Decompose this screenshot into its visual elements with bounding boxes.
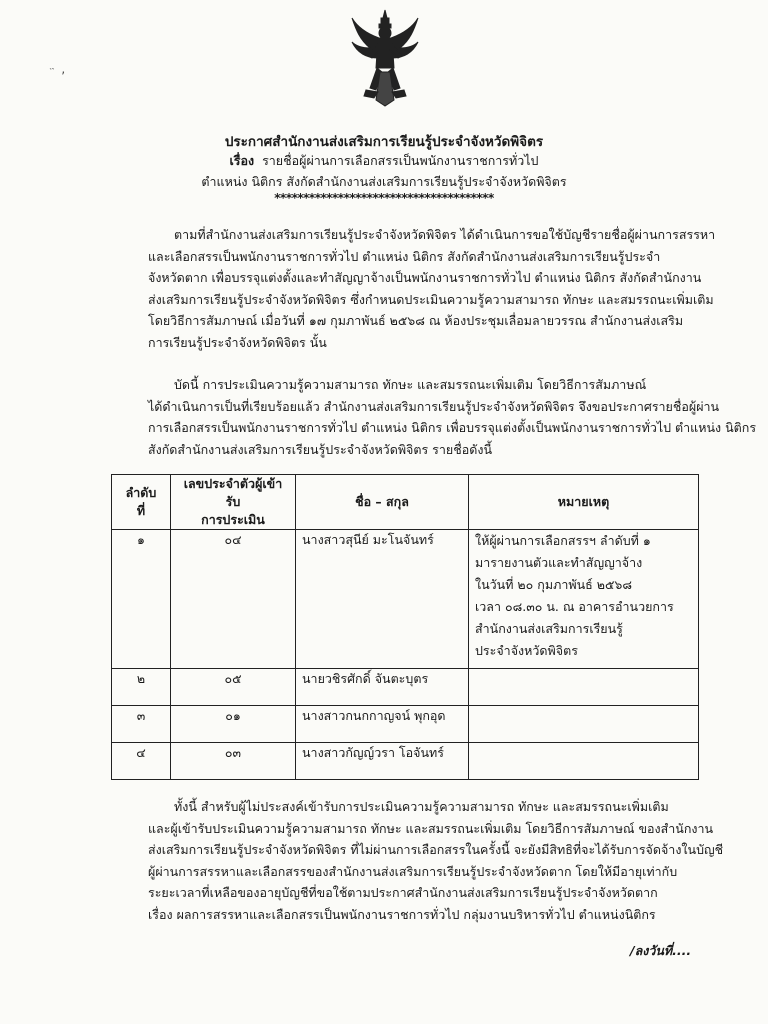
announcement-subject [0, 151, 768, 171]
garuda-emblem-icon [350, 8, 420, 108]
subject-label: เรื่อง [229, 153, 255, 168]
table-header-row [112, 475, 699, 530]
cell-note [469, 743, 699, 780]
paragraph-line: ได้ดำเนินการเป็นที่เรียบร้อยแล้ว สำนักงานส่งเสริมการเรียนรู้ประจำจังหวัดพิจิตร จึงขอประกาศรายชื่อผู้ผ่าน [148, 398, 720, 414]
table-row [112, 706, 699, 743]
table-row [112, 743, 699, 780]
header-note: หมายเหตุ [469, 475, 699, 530]
cell-id: ๐๕ [171, 669, 296, 706]
header-name: ชื่อ – สกุล [296, 475, 469, 530]
paragraph-line: ตามที่สำนักงานส่งเสริมการเรียนรู้ประจำจังหวัดพิจิตร ได้ดำเนินการขอใช้บัญชีรายชื่อผู้ผ่านการสรรหา [174, 227, 716, 242]
continuation-marker: /ลงวันที่.... [630, 943, 692, 958]
header-order: ลำดับ ที่ [112, 475, 171, 530]
paragraph-remarks [148, 796, 724, 925]
paragraph-background [148, 224, 716, 353]
cell-name: นายวชิรศักดิ์ จันตะบุตร [296, 669, 469, 706]
paragraph-line: สังกัดสำนักงานส่งเสริมการเรียนรู้ประจำจังหวัดพิจิตร รายชื่อดังนี้ [148, 441, 493, 457]
header-id: เลขประจำตัวผู้เข้ารับ การประเมิน [171, 475, 296, 530]
cell-name: นางสาวกนกกาญจน์ พุกอุด [296, 706, 469, 743]
cell-order: ๑ [112, 530, 171, 669]
paragraph-line: จังหวัดตาก เพื่อบรรจุแต่งตั้งและทำสัญญาจ้างเป็นพนักงานราชการทั่วไป ตำแหน่ง นิติกร สังกัดสำนักงาน [148, 270, 702, 285]
separator-rule: ************************************** [274, 191, 494, 205]
paragraph-line: บัดนี้ การประเมินความรู้ความสามารถ ทักษะ และสมรรถนะเพิ่มเติม โดยวิธีการสัมภาษณ์ [174, 377, 647, 392]
results-table [111, 474, 699, 780]
cell-order: ๓ [112, 706, 171, 743]
cell-name: นางสาวสุนีย์ มะโนจันทร์ [296, 530, 469, 669]
paragraph-line: โดยวิธีการสัมภาษณ์ เมื่อวันที่ ๑๗ กุมภาพันธ์ ๒๕๖๘ ณ ห้องประชุมเลื่อมลายวรรณ สำนักงานส่งเสริม [148, 313, 684, 328]
paragraph-line: การเลือกสรรเป็นพนักงานราชการทั่วไป ตำแหน่ง นิติกร เพื่อบรรจุแต่งตั้งเป็นพนักงานราชการทั่วไป ตำแหน่ง นิติกร [148, 420, 757, 435]
paragraph-line: ส่งเสริมการเรียนรู้ประจำจังหวัดพิจิตร ซึ่งกำหนดประเมินความรู้ความสามารถ ทักษะ และสมรรถนะเพิ่มเติม [148, 291, 714, 307]
cell-name: นางสาวกัญญ์วรา โอจันทร์ [296, 743, 469, 780]
paragraph-line: ระยะเวลาที่เหลือของอายุบัญชีที่ขอใช้ตามประกาศสำนักงานส่งเสริมการเรียนรู้ประจำจังหวัดตาก [148, 885, 658, 900]
cell-id: ๐๓ [171, 743, 296, 780]
paragraph-announcement [148, 374, 757, 460]
table-row [112, 530, 699, 669]
corner-mark: ᆢ , [46, 62, 66, 76]
cell-id: ๐๔ [171, 530, 296, 669]
cell-id: ๐๑ [171, 706, 296, 743]
paragraph-line: ส่งเสริมการเรียนรู้ประจำจังหวัดพิจิตร ที่ไม่ผ่านการเลือกสรรในครั้งนี้ จะยังมีสิทธิที่จะได้รับการจัดจ้างในบัญชี [148, 842, 724, 857]
cell-note [469, 669, 699, 706]
cell-order: ๔ [112, 743, 171, 780]
paragraph-line: การเรียนรู้ประจำจังหวัดพิจิตร นั้น [148, 334, 327, 350]
paragraph-line: ทั้งนี้ สำหรับผู้ไม่ประสงค์เข้ารับการประเมินความรู้ความสามารถ ทักษะ และสมรรถนะเพิ่มเติม [174, 799, 669, 814]
announcement-title: ประกาศสำนักงานส่งเสริมการเรียนรู้ประจำจังหวัดพิจิตร [224, 134, 544, 150]
cell-note [469, 706, 699, 743]
cell-note: ให้ผู้ผ่านการเลือกสรรฯ ลำดับที่ ๑ มารายงานตัวและทำสัญญาจ้าง ในวันที่ ๒๐ กุมภาพันธ์ ๒๕๖๘ เวลา ๐๘.๓๐ น. ณ อาคารอำนวยการ สำนักงานส่งเสริมการเรียนรู้ ประจำจังหวัดพิจิตร [469, 530, 699, 669]
paragraph-line: และผู้เข้ารับประเมินความรู้ความสามารถ ทักษะ และสมรรถนะเพิ่มเติม โดยวิธีการสัมภาษณ์ ของสำนักงาน [148, 820, 714, 836]
paragraph-line: และเลือกสรรเป็นพนักงานราชการทั่วไป ตำแหน่ง นิติกร สังกัดสำนักงานส่งเสริมการเรียนรู้ประจำ [148, 248, 661, 264]
announcement-position: ตำแหน่ง นิติกร สังกัดสำนักงานส่งเสริมการเรียนรู้ประจำจังหวัดพิจิตร [201, 174, 567, 189]
table-row [112, 669, 699, 706]
paragraph-line: ผู้ผ่านการสรรหาและเลือกสรรของสำนักงานส่งเสริมการเรียนรู้ประจำจังหวัดตาก โดยให้มีอายุเท่ากับ [148, 863, 678, 879]
subject-text: รายชื่อผู้ผ่านการเลือกสรรเป็นพนักงานราชการทั่วไป [262, 153, 539, 168]
cell-order: ๒ [112, 669, 171, 706]
paragraph-line: เรื่อง ผลการสรรหาและเลือกสรรเป็นพนักงานราชการทั่วไป กลุ่มงานบริหารทั่วไป ตำแหน่งนิติกร [148, 906, 656, 922]
